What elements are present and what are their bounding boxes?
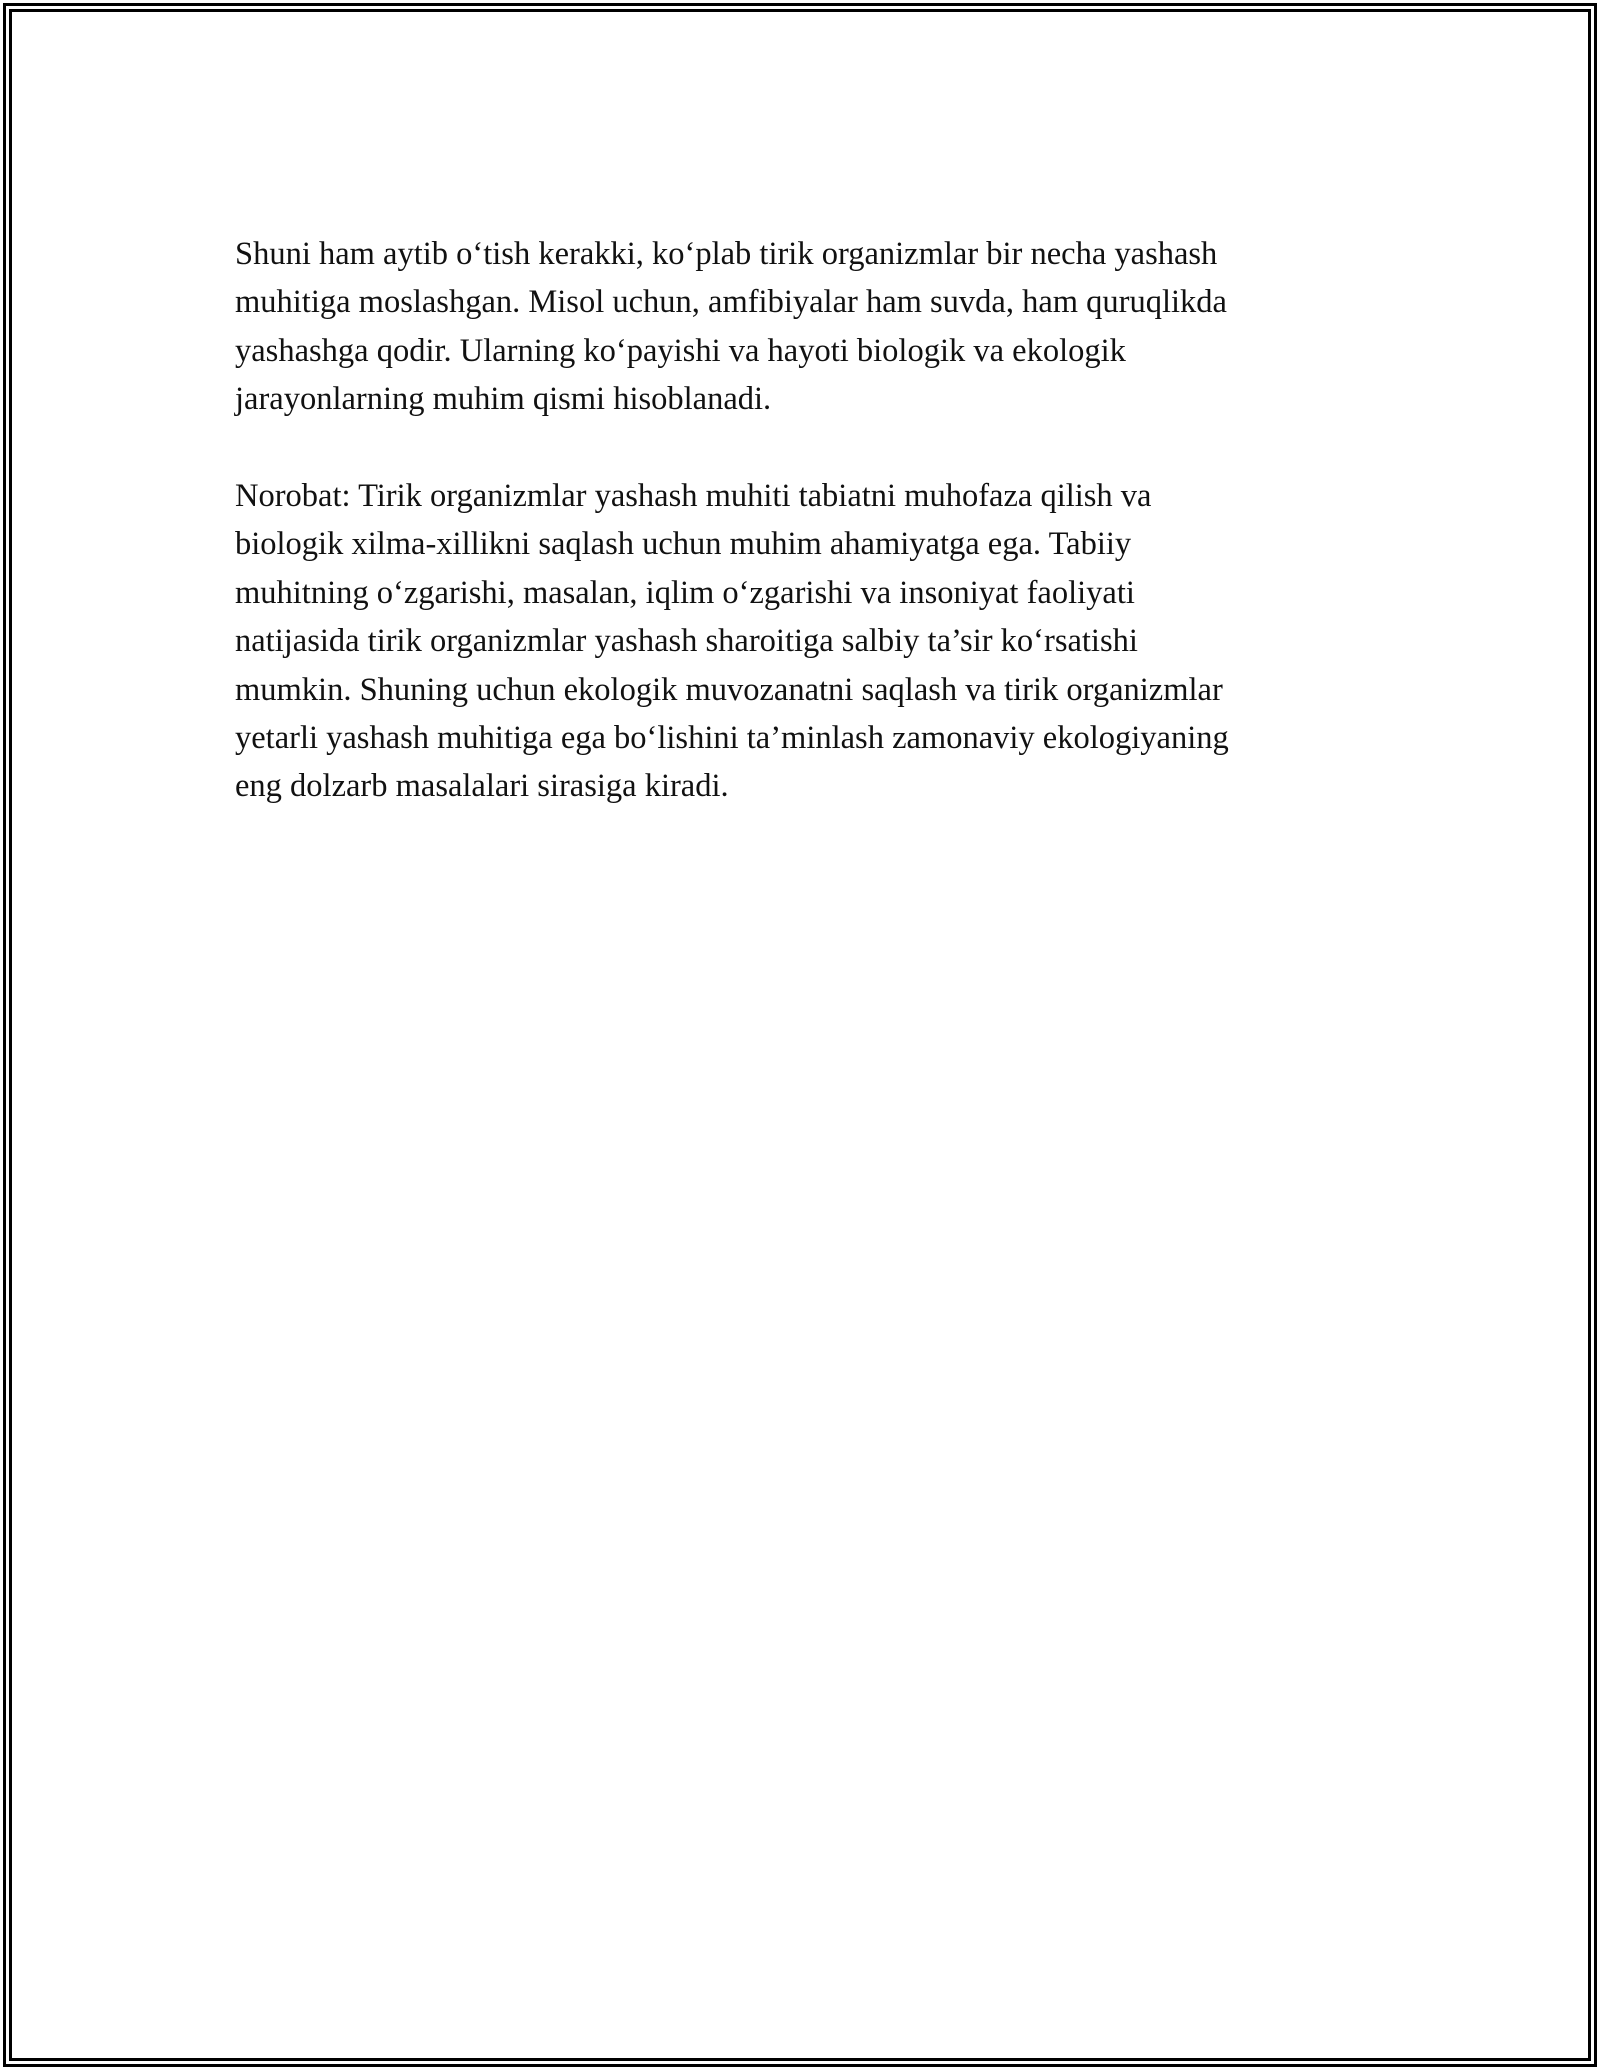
paragraph-1: Shuni ham aytib o‘tish kerakki, ko‘plab tirik organizmlar bir necha yashash muhitiga moslashgan. Misol uchun, amfibiyalar ham suvda, ham quruqlikda yashashga qodir. Ularning ko‘payishi va hayoti biologik va ekologik jarayonlarning muhim qismi hisoblanadi.: [235, 236, 1227, 418]
document-body: [235, 230, 1385, 859]
paragraph-2: Norobat: Tirik organizmlar yashash muhiti tabiatni muhofaza qilish va biologik xilma-xillikni saqlash uchun muhim ahamiyatga ega. Tabiiy muhitning o‘zgarishi, masalan, iqlim o‘zgarishi va insoniyat faoliyati natijasida tirik organizmlar yashash sharoitiga salbiy ta’sir ko‘rsatishi mumkin. Shuning uchun ekologik muvozanatni saqlash va tirik organizmlar yetarli yashash muhitiga ega bo‘lishini ta’minlash zamonaviy ekologiyaning eng dolzarb masalalari sirasiga kiradi.: [235, 478, 1229, 805]
